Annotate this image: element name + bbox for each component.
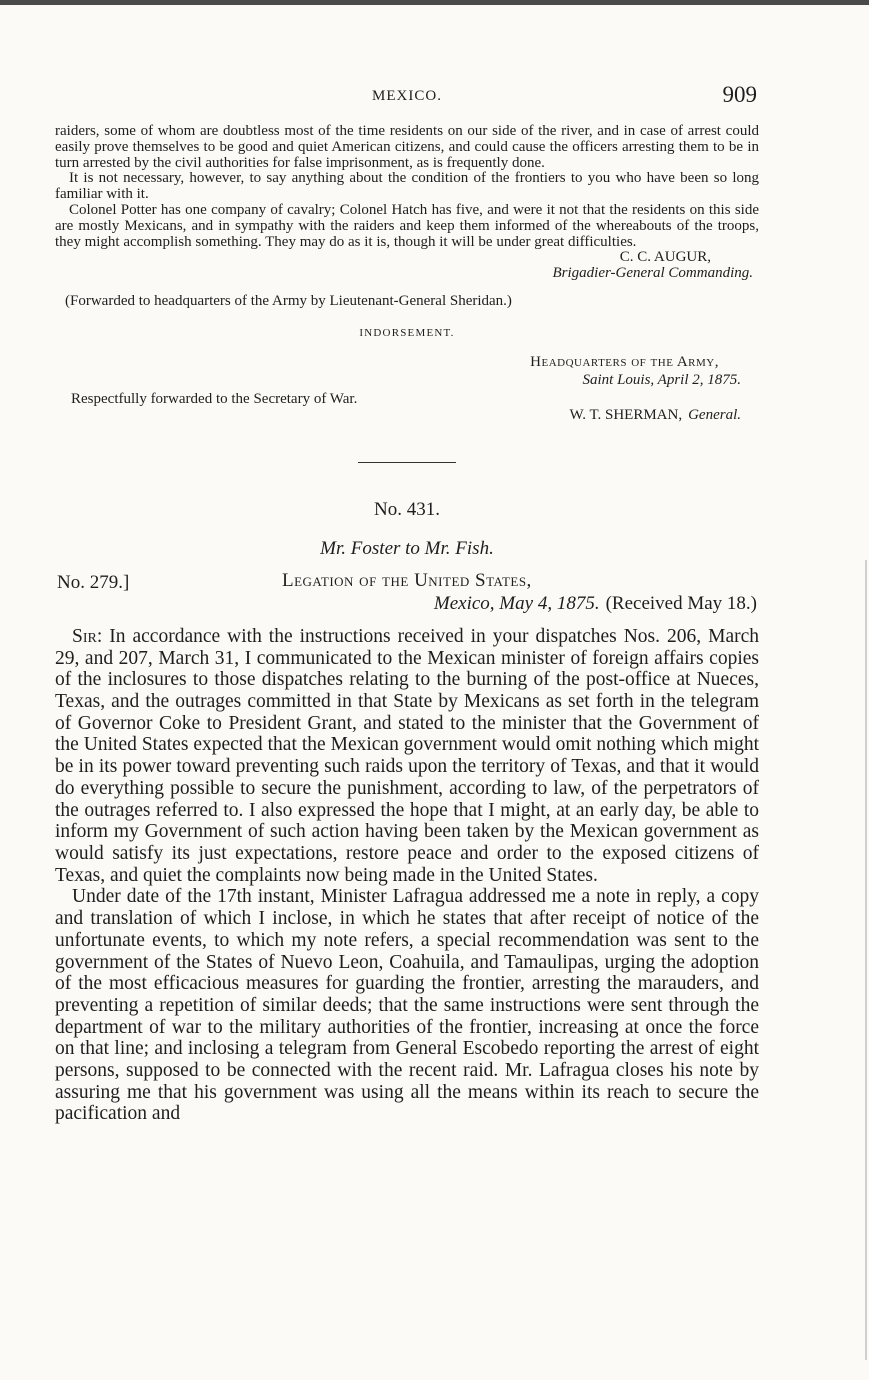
page-header [55, 84, 759, 124]
document-number: No. 431. [374, 498, 440, 520]
signature-rank: Brigadier-General Commanding. [552, 265, 753, 282]
headquarters-name: Headquarters of the Army, [530, 353, 719, 370]
running-head: MEXICO. [372, 88, 442, 104]
indorsement-text: Respectfully forwarded to the Secretary of War. [71, 390, 358, 407]
report-paragraph: raiders, some of whom are doubtless most of the time residents on our side of the river, and in case of arrest could easily prove themselves to be good and quiet American citizens, and could cause the officers arresting them to be in turn arrested by the civil authorities for false imprisonment, as is frequently done. [55, 123, 759, 171]
dispatch-header [55, 570, 759, 626]
indorsement-heading: INDORSEMENT. [359, 326, 455, 339]
place-date: Mexico, May 4, 1875. [433, 592, 600, 614]
dispatch-number: No. 279.] [57, 571, 130, 593]
paragraph-text: In accordance with the instructions received in your dispatches Nos. 206, March 29, and 207, March 31, I communicated to the Mexican minister of foreign affairs copies of the inclosures to those dispatches relating to the burning of the post-office at Nueces, Texas, and the outrages committed in that State by Mexicans as set forth in the telegram of Governor Coke to President Grant, and stated to the minister that the Government of the United States expected that the Mexican government would omit nothing which might be in its power toward preventing such raids upon the territory of Texas, and that it would do everything possible to secure the punishment, according to law, of the perpetrators of the outrages referred to. I also expressed the hope that I might, at an early day, be able to inform my Government of such action having been taken by the Mexican government as would satisfy its just expectations, restore peace and order to the exposed citizens of Texas, and quiet the complaints now being made in the United States. [55, 625, 760, 886]
signer-name: W. T. SHERMAN, [569, 406, 683, 423]
legation-name: Legation of the United States, [282, 569, 532, 591]
salutation: Sir: [72, 625, 103, 647]
signer-title: General. [688, 406, 741, 423]
page-top-border [0, 0, 869, 5]
indorsement-signer [569, 407, 741, 424]
book-page [55, 84, 759, 1125]
page-edge-shadow [865, 560, 867, 1360]
dispatch-place-date [434, 593, 757, 615]
dispatch-body [55, 626, 759, 1125]
report-signature [55, 250, 759, 282]
report-excerpt [55, 124, 759, 250]
dispatch-paragraph [55, 626, 759, 886]
indorsement-headquarters [55, 353, 759, 389]
report-paragraph: It is not necessary, however, to say anything about the condition of the frontiers to you who have been so long familiar with it. [55, 170, 759, 203]
signature-name: C. C. AUGUR, [619, 249, 711, 266]
document-from-to: Mr. Foster to Mr. Fish. [320, 537, 494, 559]
dispatch-paragraph: Under date of the 17th instant, Minister Lafragua addressed me a note in reply, a copy and translation of which I inclose, in which he states that after receipt of notice of the unfortunate events, to which my note refers, a special recommendation was sent to the government of the States of Nuevo Leon, Coahuila, and Tamaulipas, urging the adoption of the most efficacious measures for guarding the frontier, arresting the marauders, and preventing a repetition of similar deeds; that the same instructions were sent through the department of war to the military authorities of the frontier, increasing at once the force on that line; and inclosing a telegram from General Escobedo reporting the arrest of eight persons, supposed to be connected with the recent raid. Mr. Lafragua closes his note by assuring me that his government was using all the means within its reach to secure the pacification and [55, 886, 759, 1125]
page-number: 909 [722, 82, 757, 107]
forwarding-note: (Forwarded to headquarters of the Army by Lieutenant-General Sheridan.) [65, 292, 512, 309]
received-date: (Received May 18.) [605, 592, 757, 614]
section-divider [358, 462, 456, 463]
indorsement-body [55, 391, 759, 427]
report-paragraph: Colonel Potter has one company of cavalry; Colonel Hatch has five, and were it not that the residents on this side are mostly Mexicans, and in sympathy with the raiders and keep them informed of the whereabouts of the troops, they might accomplish something. They may do as it is, though it will be under great difficulties. [55, 201, 759, 250]
headquarters-place-date: Saint Louis, April 2, 1875. [582, 371, 741, 388]
